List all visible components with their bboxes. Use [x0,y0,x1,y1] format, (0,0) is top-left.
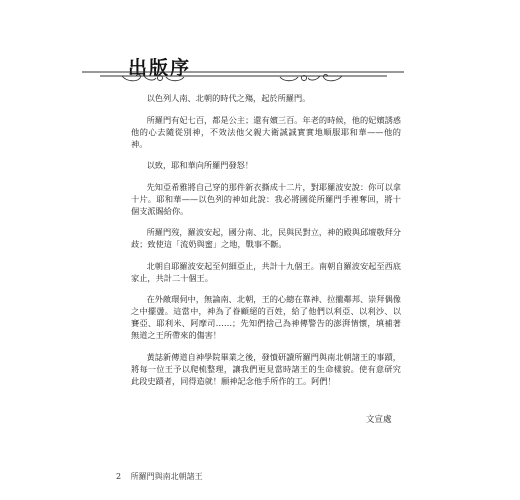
preface-body [131,92,401,396]
paragraph-8: 黃誌新傳道自神學院畢業之後，發憤研讀所羅門與南北朝諸王的事蹟，將每一位王予以爬梳整理，讓我們更見當時諸王的生命樣貌。使有意研究此段史蹟者，同得造就！願神記念他手所作的工。阿們！ [131,351,401,386]
paragraph-2: 所羅門有妃七百，都是公主；還有嬪三百。年老的時候，他的妃嬪誘惑他的心去隨從別神，不效法他父親大衛誠誠實實地順服耶和華——他的神。 [131,114,401,149]
page-number: 2 [116,472,122,481]
paragraph-3: 以致，耶和華向所羅門發怒！ [146,160,254,170]
paragraph-7: 在外敵環伺中，無論南、北朝，王的心總在靠神、拉攏鄰邦、崇拜偶像之中擺盪。這當中，神為了眷顧絕的百姓，給了他們以利亞、以利沙、以賽亞、耶利米、阿摩司……；先知們捨己為神傳警告的澎湃情懷，填補著無道之王所帶來的傷害！ [131,294,401,340]
paragraph-1: 以色列人南、北朝的時代之殤，起於所羅門。 [146,93,311,103]
paragraph-5: 所羅門歿，羅波安起，國分南、北，民與民對立，神的殿與邱壇敬拜分歧；致使這「流奶與蜜」之地，戰事不斷。 [131,227,401,249]
paragraph-4: 先知亞希雅將自己穿的那件新衣撕成十二片，對耶羅波安說：你可以拿十片。耶和華——以色列的神如此說：我必將國從所羅門手裡奪回，將十個支派賜給你。 [131,181,401,216]
title-ornament-divider [82,67,404,85]
page-title: 出版序 [128,56,192,79]
book-title: 所羅門與南北朝諸王 [130,472,203,481]
page-footer [116,471,203,482]
signature: 文宣處 [366,415,392,425]
paragraph-6: 北朝自耶羅波安起至何細亞止，共計十九個王。南朝自羅波安起至西底家止，共計二十個王。 [131,260,401,283]
